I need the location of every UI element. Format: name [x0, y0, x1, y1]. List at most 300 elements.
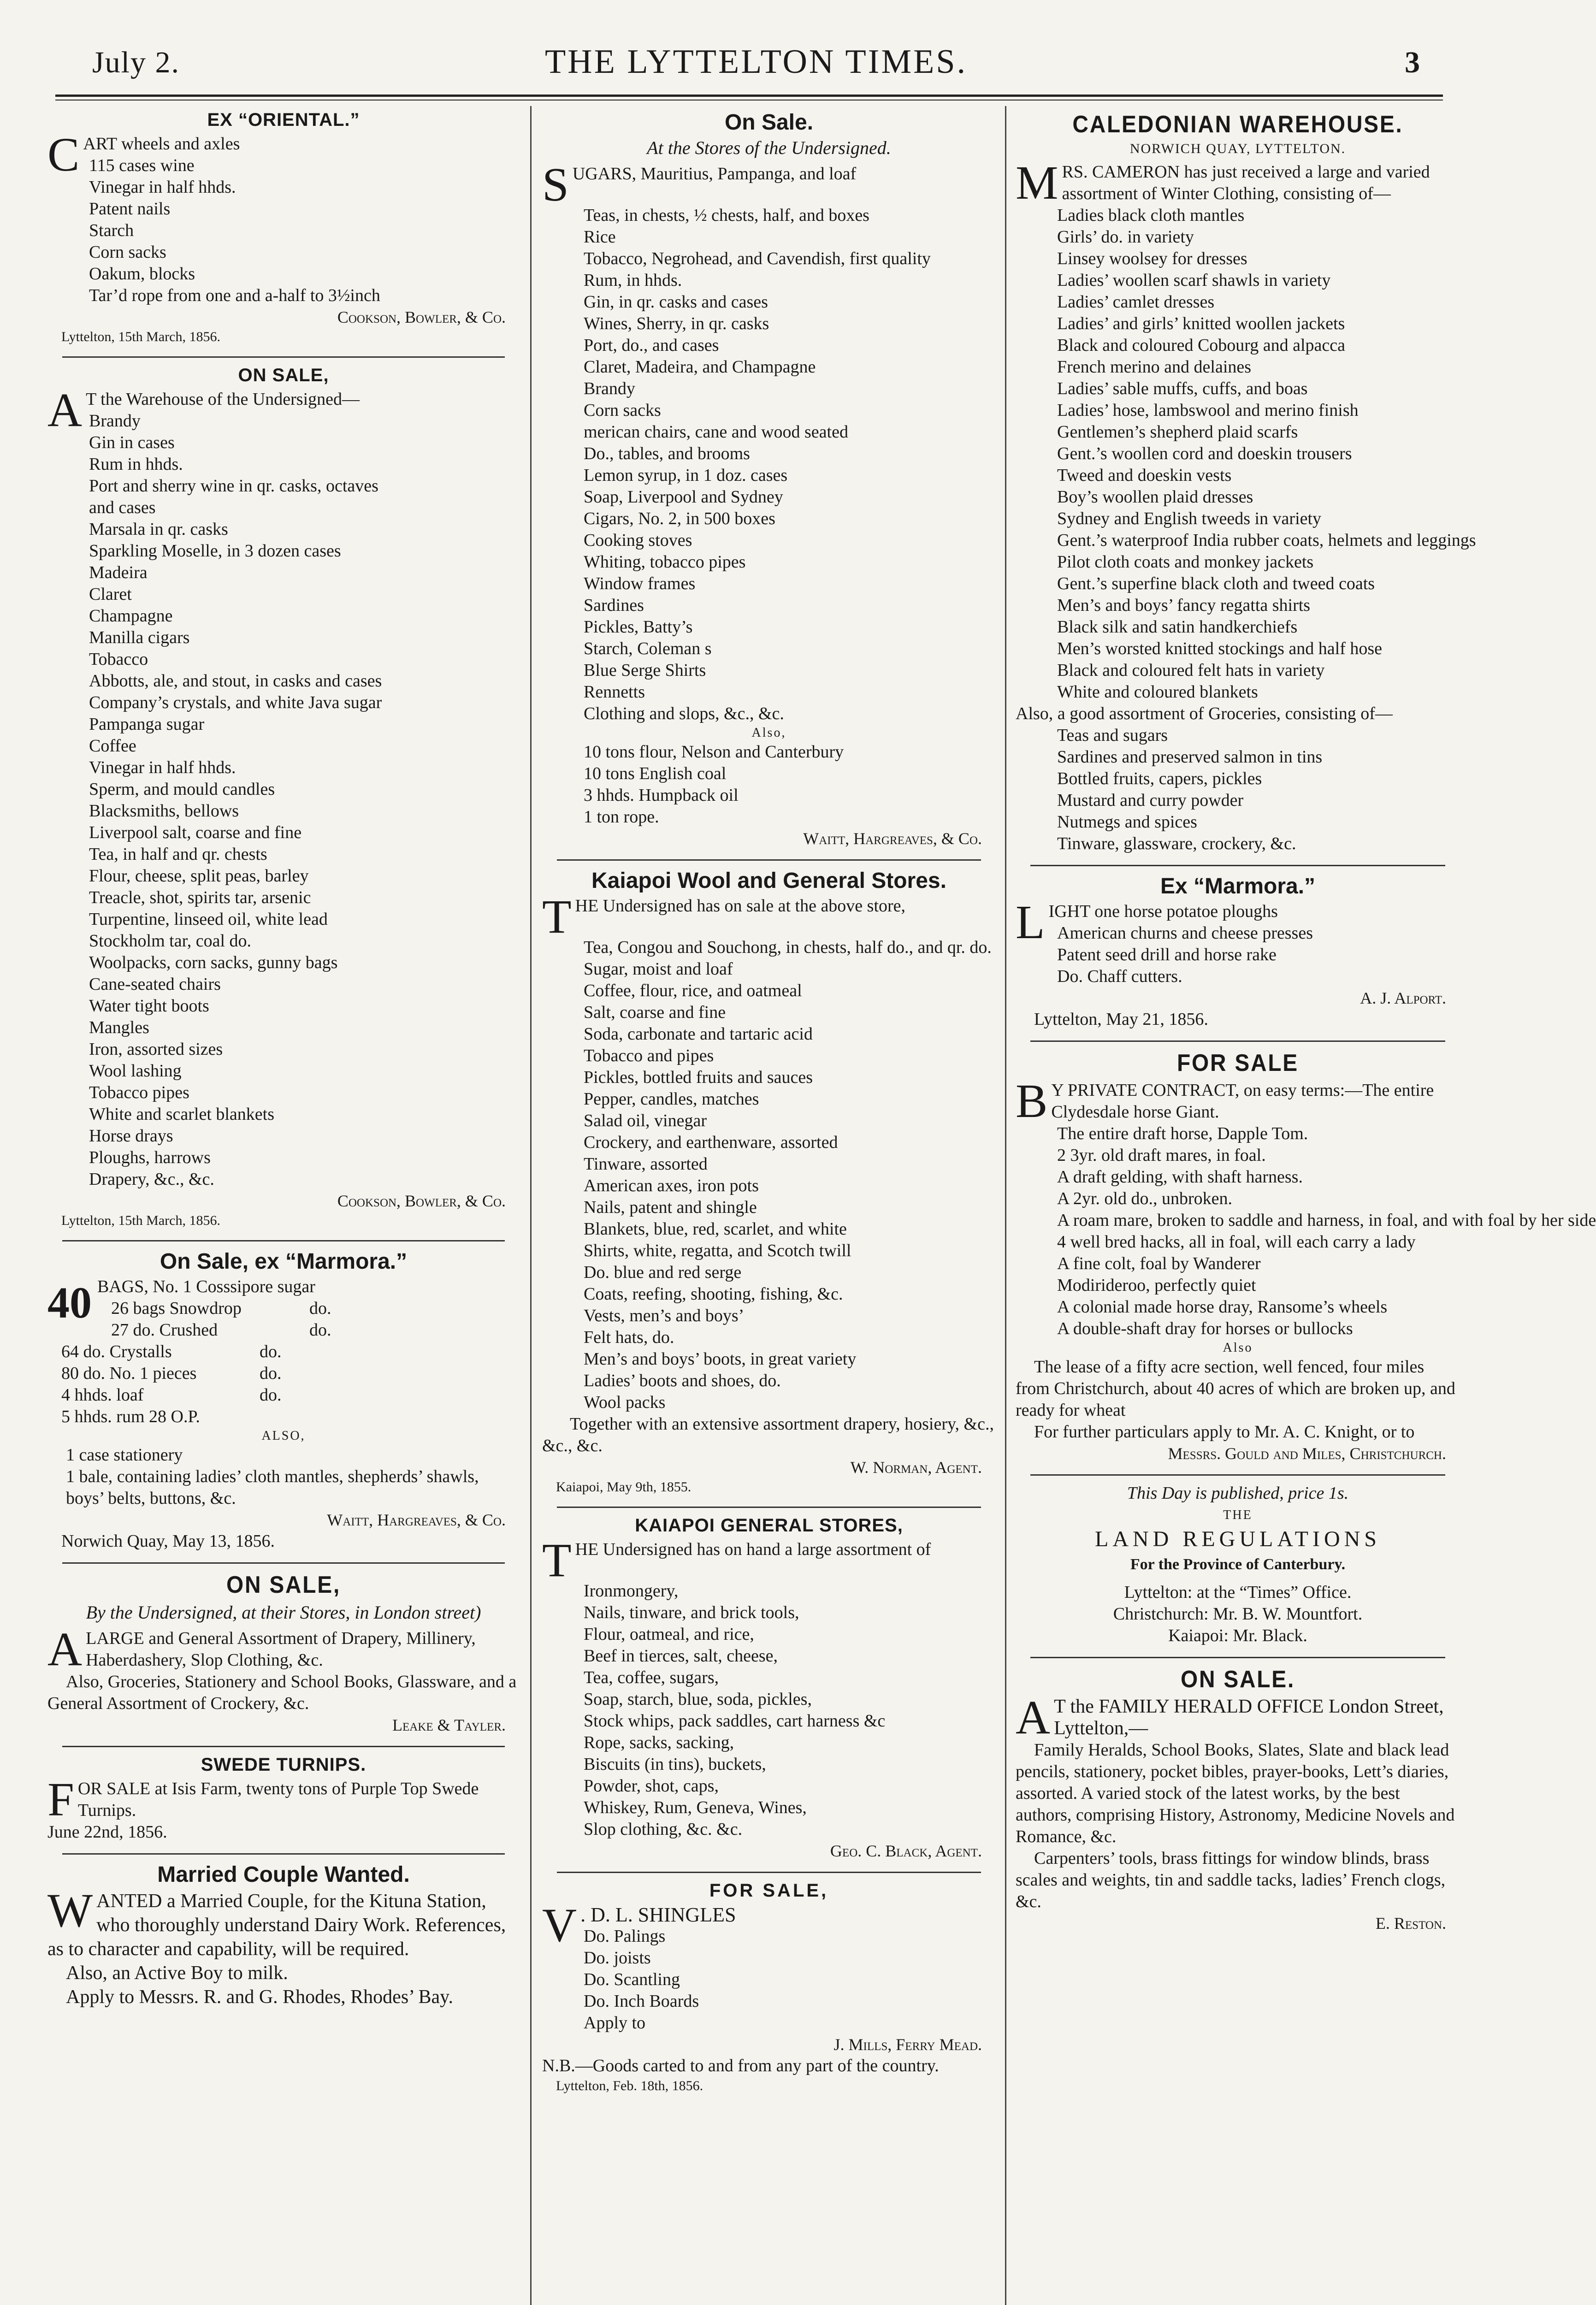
table-row	[97, 1276, 520, 1298]
list-item: Rennetts	[584, 682, 645, 702]
list-item: Patent seed drill and horse rake	[1057, 945, 1277, 964]
list-item: Cooking stoves	[584, 531, 692, 550]
ad-for-sale-horses	[1016, 1049, 1596, 1464]
drop-cap: A	[47, 1623, 83, 1676]
list-item: Sydney and English tweeds in variety	[1057, 509, 1322, 528]
ad-heading: ON SALE,	[238, 365, 329, 385]
ad-dateline: Lyttelton, 15th March, 1856.	[61, 329, 220, 344]
list-item: Linsey woolsey for dresses	[1057, 249, 1247, 268]
list-item: A roam mare, broken to saddle and harness, in foal, and with foal by her side	[1057, 1211, 1596, 1230]
list-item: Felt hats, do.	[584, 1328, 674, 1347]
drop-cap: A	[1016, 1691, 1051, 1744]
table-row	[47, 1341, 520, 1363]
list-item: Soap, Liverpool and Sydney	[584, 487, 783, 507]
list-item: Beef in tierces, salt, cheese,	[584, 1646, 778, 1666]
table-cell: 64 do. Crystalls	[61, 1342, 172, 1361]
list-item: Do. Scantling	[584, 1970, 680, 1989]
list-item: Pickles, Batty’s	[584, 617, 693, 637]
ad-separator	[62, 1746, 505, 1747]
ad-body: The lease of a fifty acre section, well fenced, four miles from Christchurch, about 40 acres of which are broken up, and ready for wheat	[1016, 1357, 1455, 1420]
ad-oriental	[47, 110, 520, 346]
list-item: Do., tables, and brooms	[584, 444, 750, 463]
ad-body: Also, an Active Boy to milk.	[66, 1962, 288, 1984]
publication-title: LAND REGULATIONS	[1095, 1527, 1381, 1551]
table-cell: BAGS, No. 1 Cosssipore sugar	[97, 1277, 315, 1296]
ad-separator	[557, 859, 981, 861]
ad-signature: W. Norman, Agent.	[850, 1458, 982, 1477]
newspaper-title: THE LYTTELTON TIMES.	[544, 43, 967, 81]
ad-family-herald	[1016, 1666, 1460, 1934]
list-item: Champagne	[89, 606, 173, 626]
ad-line: IGHT one horse potatoe ploughs	[1048, 902, 1278, 921]
ad-line: T the FAMILY HERALD OFFICE London Street, Lyttelton,—	[1054, 1696, 1444, 1739]
list-item: Wool packs	[584, 1393, 666, 1412]
ad-heading: On Sale.	[724, 110, 814, 135]
ad-separator	[1030, 1040, 1445, 1042]
list-item: Do. Palings	[584, 1927, 666, 1946]
list-item: Woolpacks, corn sacks, gunny bags	[89, 953, 338, 972]
item-list	[47, 410, 520, 1190]
column-2	[538, 106, 999, 2305]
list-item: Clothing and slops, &c., &c.	[584, 704, 784, 723]
list-item: Marsala in qr. casks	[89, 520, 228, 539]
list-item: 4 well bred hacks, all in foal, will each carry a lady	[1057, 1232, 1416, 1252]
also-label: Also	[1223, 1341, 1253, 1355]
table-cell: do.	[260, 1385, 282, 1405]
list-item: Gent.’s superfine black cloth and tweed coats	[1057, 574, 1375, 593]
list-item: Company’s crystals, and white Java sugar	[89, 693, 382, 712]
drop-cap: T	[542, 890, 572, 943]
ad-signature: Waitt, Hargreaves, & Co.	[327, 1511, 506, 1529]
ad-body: OR SALE at Isis Farm, twenty tons of Purple Top Swede Turnips.	[77, 1779, 479, 1820]
ad-signature: A. J. Alport.	[1360, 989, 1446, 1007]
ad-marmora-ploughs	[1016, 874, 1460, 1030]
ad-body: Together with an extensive assortment drapery, hosiery, &c., &c., &c.	[542, 1414, 994, 1455]
list-item: Ladies’ woollen scarf shawls in variety	[1057, 271, 1331, 290]
ad-line: T the Warehouse of the Undersigned—	[86, 390, 360, 409]
list-item: Tinware, glassware, crockery, &c.	[1057, 834, 1296, 853]
list-item: A draft gelding, with shaft harness.	[1057, 1167, 1303, 1187]
list-item: Rum in hhds.	[89, 455, 183, 474]
item-list	[1016, 205, 1476, 703]
list-item: Rope, sacks, sacking,	[584, 1733, 734, 1752]
table-row	[97, 1319, 520, 1341]
list-item: 10 tons English coal	[584, 764, 727, 783]
list-item: Bottled fruits, capers, pickles	[1057, 769, 1262, 788]
list-item: Blacksmiths, bellows	[89, 801, 239, 821]
ad-heading: ON SALE.	[1180, 1666, 1295, 1693]
list-item: 10 tons flour, Nelson and Canterbury	[584, 742, 844, 762]
ad-separator	[1030, 865, 1445, 866]
list-item: The entire draft horse, Dapple Tom.	[1057, 1124, 1308, 1143]
the-label: THE	[1223, 1508, 1253, 1522]
list-item: Salad oil, vinegar	[584, 1111, 707, 1130]
list-item: Drapery, &c., &c.	[89, 1170, 214, 1189]
publication-notice: This Day is published, price 1s.	[1127, 1483, 1349, 1503]
list-item: Iron, assorted sizes	[89, 1040, 223, 1059]
drop-cap: T	[542, 1534, 572, 1587]
list-item: Horse drays	[89, 1126, 173, 1146]
item-list	[542, 1580, 996, 1840]
list-item: Men’s and boys’ boots, in great variety	[584, 1349, 857, 1369]
list-item: Slop clothing, &c. &c.	[584, 1820, 743, 1839]
list-item: Pilot cloth coats and monkey jackets	[1057, 552, 1314, 572]
list-item: Gent.’s waterproof India rubber coats, helmets and leggings	[1057, 531, 1476, 550]
ad-heading: SWEDE TURNIPS.	[201, 1755, 366, 1775]
list-item: 2 3yr. old draft mares, in foal.	[1057, 1146, 1266, 1165]
ad-line: Patent nails	[89, 199, 171, 219]
ad-line: 1 case stationery	[66, 1445, 183, 1465]
list-item: Abbotts, ale, and stout, in casks and cases	[89, 671, 382, 691]
drop-cap: F	[47, 1773, 74, 1826]
list-item: Tobacco pipes	[89, 1083, 189, 1102]
list-item: Ladies’ hose, lambswool and merino finish	[1057, 401, 1359, 420]
ad-heading: On Sale, ex “Marmora.”	[160, 1249, 408, 1274]
ad-caledonian-warehouse	[1016, 111, 1476, 855]
ad-body: Also, a good assortment of Groceries, consisting of—	[1016, 704, 1393, 723]
ad-signature: Waitt, Hargreaves, & Co.	[803, 829, 982, 848]
list-item: Wines, Sherry, in qr. casks	[584, 314, 769, 333]
table-cell: do.	[260, 1342, 282, 1361]
list-item: Tea, Congou and Souchong, in chests, half do., and qr. do.	[584, 938, 992, 957]
list-item: Apply to	[584, 2013, 646, 2033]
ad-leake-tayler	[47, 1571, 520, 1736]
list-item: Stockholm tar, coal do.	[89, 931, 252, 951]
ad-kaiapoi-wool	[542, 868, 996, 1496]
ad-heading: Kaiapoi Wool and General Stores.	[591, 869, 946, 893]
list-item: Coffee, flour, rice, and oatmeal	[584, 981, 802, 1000]
table-cell: 26 bags Snowdrop	[111, 1299, 242, 1318]
ad-married-couple	[47, 1862, 520, 2009]
ad-signature: Cookson, Bowler, & Co.	[337, 308, 506, 326]
ad-line: Starch	[89, 221, 134, 240]
ad-dateline: Kaiapoi, May 9th, 1855.	[556, 1479, 692, 1495]
list-item: Coffee	[89, 736, 136, 756]
item-list	[542, 205, 996, 725]
list-item: Cigars, No. 2, in 500 boxes	[584, 509, 775, 528]
ad-subheading: At the Stores of the Undersigned.	[647, 137, 891, 158]
list-item: Ladies’ and girls’ knitted woollen jackets	[1057, 314, 1345, 333]
list-item: Sparkling Moselle, in 3 dozen cases	[89, 541, 341, 561]
ad-line: Kaiapoi: Mr. Black.	[1168, 1626, 1307, 1645]
ad-heading: KAIAPOI GENERAL STORES,	[635, 1515, 903, 1536]
column-1	[44, 106, 523, 2305]
column-divider	[530, 106, 532, 2305]
list-item: Sardines	[584, 596, 644, 615]
list-item: Vests, men’s and boys’	[584, 1306, 745, 1325]
also-label: ALSO,	[261, 1429, 306, 1443]
ad-line: Y PRIVATE CONTRACT, on easy terms:—The entire Clydesdale horse Giant.	[1051, 1081, 1434, 1122]
ad-line: Oakum, blocks	[89, 264, 195, 284]
list-item: Tobacco and pipes	[584, 1046, 714, 1065]
ad-heading: FOR SALE	[1177, 1050, 1299, 1076]
item-list	[542, 1926, 996, 2034]
ad-on-sale-stores	[542, 110, 996, 849]
list-item: merican chairs, cane and wood seated	[584, 422, 848, 442]
ad-marmora-sugar	[47, 1249, 520, 1552]
list-item: Flour, cheese, split peas, barley	[89, 866, 309, 886]
list-item: Men’s worsted knitted stockings and half hose	[1057, 639, 1383, 658]
list-item: Wool lashing	[89, 1061, 182, 1081]
ad-body: Apply to Messrs. R. and G. Rhodes, Rhodes’ Bay.	[66, 1986, 453, 2008]
list-item: Whiskey, Rum, Geneva, Wines,	[584, 1798, 807, 1817]
table-cell: 27 do. Crushed	[111, 1320, 218, 1340]
ad-subheading: By the Undersigned, at their Stores, in London street)	[86, 1602, 481, 1623]
item-list	[542, 937, 996, 1413]
ad-line: HE Undersigned has on sale at the above store,	[575, 896, 906, 916]
table-row	[47, 1363, 520, 1384]
ad-line: Corn sacks	[89, 242, 166, 262]
ad-kaiapoi-general	[542, 1515, 996, 1862]
list-item: Mangles	[89, 1018, 149, 1037]
ad-heading: FOR SALE,	[709, 1880, 829, 1901]
list-item: Coats, reefing, shooting, fishing, &c.	[584, 1284, 843, 1304]
list-item: Ladies’ camlet dresses	[1057, 292, 1215, 312]
ad-for-sale-shingles	[542, 1880, 996, 2095]
item-list	[1016, 725, 1460, 855]
ad-heading: EX “ORIENTAL.”	[207, 110, 360, 130]
list-item: Black and coloured Cobourg and alpacca	[1057, 336, 1346, 355]
list-item: A 2yr. old do., unbroken.	[1057, 1189, 1232, 1208]
ad-swede-turnips	[47, 1755, 520, 1843]
ad-heading: Married Couple Wanted.	[157, 1862, 410, 1887]
also-label: Also,	[751, 726, 786, 740]
issue-date: July 2.	[92, 46, 180, 79]
list-item: Whiting, tobacco pipes	[584, 552, 746, 572]
table-cell: do.	[309, 1299, 331, 1318]
ad-line: RS. CAMERON has just received a large and varied assortment of Winter Clothing, consisting of—	[1062, 162, 1430, 203]
item-table	[47, 1276, 520, 1428]
ad-dateline: Lyttelton, May 21, 1856.	[1034, 1010, 1208, 1029]
list-item: French merino and delaines	[1057, 357, 1252, 377]
drop-cap: M	[1016, 156, 1058, 209]
drop-cap: W	[47, 1884, 93, 1937]
ad-body: LARGE and General Assortment of Drapery, Millinery, Haberdashery, Slop Clothing, &c.	[86, 1629, 476, 1670]
list-item: Nails, patent and shingle	[584, 1198, 757, 1217]
ad-line: 115 cases wine	[89, 156, 195, 175]
page-number: 3	[1405, 46, 1420, 79]
list-item: Brandy	[584, 379, 635, 398]
list-item: American churns and cheese presses	[1057, 923, 1313, 943]
list-item: Soda, carbonate and tartaric acid	[584, 1024, 813, 1044]
list-item: Gentlemen’s shepherd plaid scarfs	[1057, 422, 1298, 442]
ad-line: Vinegar in half hhds.	[89, 177, 236, 197]
list-item: 3 hhds. Humpback oil	[584, 786, 739, 805]
list-item: A colonial made horse dray, Ransome’s wheels	[1057, 1297, 1388, 1317]
ad-signature: Leake & Tayler.	[392, 1716, 506, 1734]
ad-separator	[62, 1562, 505, 1564]
list-item: Ladies’ boots and shoes, do.	[584, 1371, 781, 1390]
list-item: Pampanga sugar	[89, 715, 205, 734]
ad-separator	[557, 1507, 981, 1508]
list-item: Biscuits (in tins), buckets,	[584, 1755, 766, 1774]
table-cell: 5 hhds. rum 28 O.P.	[61, 1407, 200, 1426]
drop-cap: C	[47, 128, 80, 181]
list-item: A double-shaft dray for horses or bullocks	[1057, 1319, 1353, 1338]
list-item: Port and sherry wine in qr. casks, octaves	[89, 476, 378, 496]
list-item: Girls’ do. in variety	[1057, 227, 1194, 247]
ad-line: Lyttelton: at the “Times” Office.	[1124, 1583, 1352, 1602]
column-3	[1012, 106, 1596, 2305]
list-item: Do. blue and red serge	[584, 1263, 742, 1282]
table-row	[97, 1298, 520, 1319]
table-cell: do.	[260, 1364, 282, 1383]
list-item: Treacle, shot, spirits tar, arsenic	[89, 888, 311, 907]
ad-subheading: For the Province of Canterbury.	[1130, 1556, 1346, 1573]
list-item: Shirts, white, regatta, and Scotch twill	[584, 1241, 851, 1260]
list-item: Turpentine, linseed oil, white lead	[89, 910, 328, 929]
list-item: Sardines and preserved salmon in tins	[1057, 747, 1323, 767]
list-item: Rum, in hhds.	[584, 271, 682, 290]
ad-line: . D. L. SHINGLES	[580, 1903, 736, 1926]
list-item: Black and coloured felt hats in variety	[1057, 661, 1325, 680]
ad-body: Family Heralds, School Books, Slates, Slate and black lead pencils, stationery, pocket bibles, prayer-books, Lett’s diaries, assorted. A varied stock of the latest works, by the best authors, comprising History, Astronomy, Medicine Novels and Romance, &c.	[1016, 1740, 1455, 1846]
list-item: 1 ton rope.	[584, 807, 659, 827]
ad-dateline: Lyttelton, Feb. 18th, 1856.	[556, 2078, 703, 2093]
table-cell: 4 hhds. loaf	[61, 1385, 144, 1405]
table-cell: do.	[309, 1320, 331, 1340]
ad-heading: ON SALE,	[226, 1572, 341, 1598]
list-item: Nails, tinware, and brick tools,	[584, 1603, 799, 1622]
ad-body: For further particulars apply to Mr. A. C. Knight, or to	[1034, 1422, 1415, 1442]
list-item: Ladies black cloth mantles	[1057, 206, 1245, 225]
ad-separator	[1030, 1474, 1445, 1476]
list-item: Madeira	[89, 563, 148, 582]
list-item: Blue Serge Shirts	[584, 661, 706, 680]
list-item: Crockery, and earthenware, assorted	[584, 1133, 838, 1152]
list-item: Ladies’ sable muffs, cuffs, and boas	[1057, 379, 1308, 398]
ad-dateline: Norwich Quay, May 13, 1856.	[61, 1531, 275, 1551]
list-item: Tea, coffee, sugars,	[584, 1668, 719, 1687]
ad-body: Also, Groceries, Stationery and School Books, Glassware, and a General Assortment of Crockery, &c.	[47, 1672, 517, 1713]
list-item: Starch, Coleman s	[584, 639, 712, 658]
ad-separator	[62, 1240, 505, 1241]
list-item: White and coloured blankets	[1057, 682, 1258, 702]
drop-cap: A	[47, 384, 83, 437]
list-item: Stock whips, pack saddles, cart harness &c	[584, 1711, 886, 1731]
list-item: Nutmegs and spices	[1057, 812, 1197, 832]
item-list	[542, 741, 996, 828]
list-item: White and scarlet blankets	[89, 1105, 275, 1124]
item-list	[1016, 1123, 1596, 1340]
list-item: Soap, starch, blue, soda, pickles,	[584, 1690, 812, 1709]
ad-body: N.B.—Goods carted to and from any part of the country.	[542, 2056, 939, 2075]
list-item: Modirideroo, perfectly quiet	[1057, 1276, 1256, 1295]
column-divider	[1005, 106, 1006, 2305]
list-item: Salt, coarse and fine	[584, 1003, 726, 1022]
list-item: Powder, shot, caps,	[584, 1776, 719, 1796]
ad-heading: CALEDONIAN WAREHOUSE.	[1072, 111, 1403, 138]
ad-body: Carpenters’ tools, brass fittings for window blinds, brass scales and weights, tin and saddle tacks, ladies’ French clogs, &c.	[1016, 1849, 1446, 1911]
list-item: Pickles, bottled fruits and sauces	[584, 1068, 813, 1087]
list-item: Men’s and boys’ fancy regatta shirts	[1057, 596, 1311, 615]
item-list	[1016, 922, 1460, 987]
list-item: Rice	[584, 227, 616, 247]
list-item: Black silk and satin handkerchiefs	[1057, 617, 1298, 637]
list-item: Do. Chaff cutters.	[1057, 967, 1182, 986]
list-item: Flour, oatmeal, and rice,	[584, 1625, 754, 1644]
list-item: Do. joists	[584, 1948, 651, 1968]
list-item: Manilla cigars	[89, 628, 190, 647]
list-item: Boy’s woollen plaid dresses	[1057, 487, 1253, 507]
ad-land-regulations	[1016, 1483, 1460, 1647]
ad-heading: Ex “Marmora.”	[1160, 874, 1316, 898]
list-item: Tobacco, Negrohead, and Cavendish, first quality	[584, 249, 931, 268]
list-item: Lemon syrup, in 1 doz. cases	[584, 466, 788, 485]
list-item: Tea, in half and qr. chests	[89, 845, 267, 864]
table-row	[47, 1384, 520, 1406]
list-item: Water tight boots	[89, 996, 209, 1016]
drop-cap: V	[542, 1899, 577, 1952]
list-item: Sperm, and mould candles	[89, 780, 275, 799]
list-item: Gent.’s woollen cord and doeskin trousers	[1057, 444, 1352, 463]
list-item: Liverpool salt, coarse and fine	[89, 823, 302, 842]
ad-line: HE Undersigned has on hand a large assortment of	[575, 1540, 931, 1559]
ad-separator	[1030, 1657, 1445, 1658]
ad-dateline: Lyttelton, 15th March, 1856.	[61, 1213, 220, 1228]
list-item: Ironmongery,	[584, 1581, 679, 1601]
list-item: Tweed and doeskin vests	[1057, 466, 1232, 485]
ad-signature: J. Mills, Ferry Mead.	[833, 2035, 982, 2054]
ad-subheading: NORWICH QUAY, LYTTELTON.	[1129, 141, 1346, 156]
list-item: Teas, in chests, ½ chests, half, and boxes	[584, 206, 869, 225]
list-item: Gin in cases	[89, 433, 175, 452]
masthead	[92, 37, 1420, 88]
list-item: American axes, iron pots	[584, 1176, 759, 1195]
large-numeral: 40	[47, 1278, 92, 1327]
list-item: Tinware, assorted	[584, 1154, 708, 1174]
list-item: Ploughs, harrows	[89, 1148, 211, 1167]
list-item: Vinegar in half hhds.	[89, 758, 236, 777]
list-item: Window frames	[584, 574, 696, 593]
ad-line: Tar’d rope from one and a-half to 3½inch	[89, 286, 380, 305]
list-item: Claret, Madeira, and Champagne	[584, 357, 816, 377]
drop-cap: S	[542, 158, 569, 211]
list-item: Cane-seated chairs	[89, 975, 221, 994]
list-item: Corn sacks	[584, 401, 661, 420]
masthead-rule	[55, 95, 1443, 97]
ad-signature: Geo. C. Black, Agent.	[830, 1842, 982, 1860]
list-item: Pepper, candles, matches	[584, 1089, 759, 1109]
drop-cap: B	[1016, 1075, 1048, 1128]
ad-line: 1 bale, containing ladies’ cloth mantles, shepherds’ shawls, boys’ belts, buttons, &c.	[66, 1467, 479, 1508]
list-item: Brandy	[89, 411, 141, 431]
list-item: Do. Inch Boards	[584, 1992, 699, 2011]
ad-line: ART wheels and axles	[83, 134, 240, 154]
list-item: Tobacco	[89, 650, 148, 669]
ad-separator	[62, 356, 505, 358]
ad-dateline: June 22nd, 1856.	[47, 1822, 167, 1842]
ad-line: UGARS, Mauritius, Pampanga, and loaf	[572, 164, 857, 183]
ad-body: ANTED a Married Couple, for the Kituna Station, who thoroughly understand Dairy Work. References, as to character and capability, will be required.	[47, 1891, 506, 1960]
ad-signature: Messrs. Gould and Miles, Christchurch.	[1168, 1444, 1446, 1463]
ad-on-sale-warehouse	[47, 365, 520, 1230]
ad-separator	[557, 1872, 981, 1873]
list-item: and cases	[89, 498, 156, 517]
ad-line: Christchurch: Mr. B. W. Mountfort.	[1113, 1604, 1363, 1624]
list-item: Port, do., and cases	[584, 336, 719, 355]
list-item: Teas and sugars	[1057, 726, 1168, 745]
list-item: Claret	[89, 585, 132, 604]
ad-signature: E. Reston.	[1375, 1914, 1446, 1933]
list-item: Gin, in qr. casks and cases	[584, 292, 768, 312]
list-item: Blankets, blue, red, scarlet, and white	[584, 1219, 847, 1239]
ad-signature: Cookson, Bowler, & Co.	[337, 1192, 506, 1210]
table-cell: 80 do. No. 1 pieces	[61, 1364, 197, 1383]
ad-separator	[62, 1853, 505, 1855]
list-item: Sugar, moist and loaf	[584, 959, 733, 979]
list-item: Mustard and curry powder	[1057, 791, 1244, 810]
